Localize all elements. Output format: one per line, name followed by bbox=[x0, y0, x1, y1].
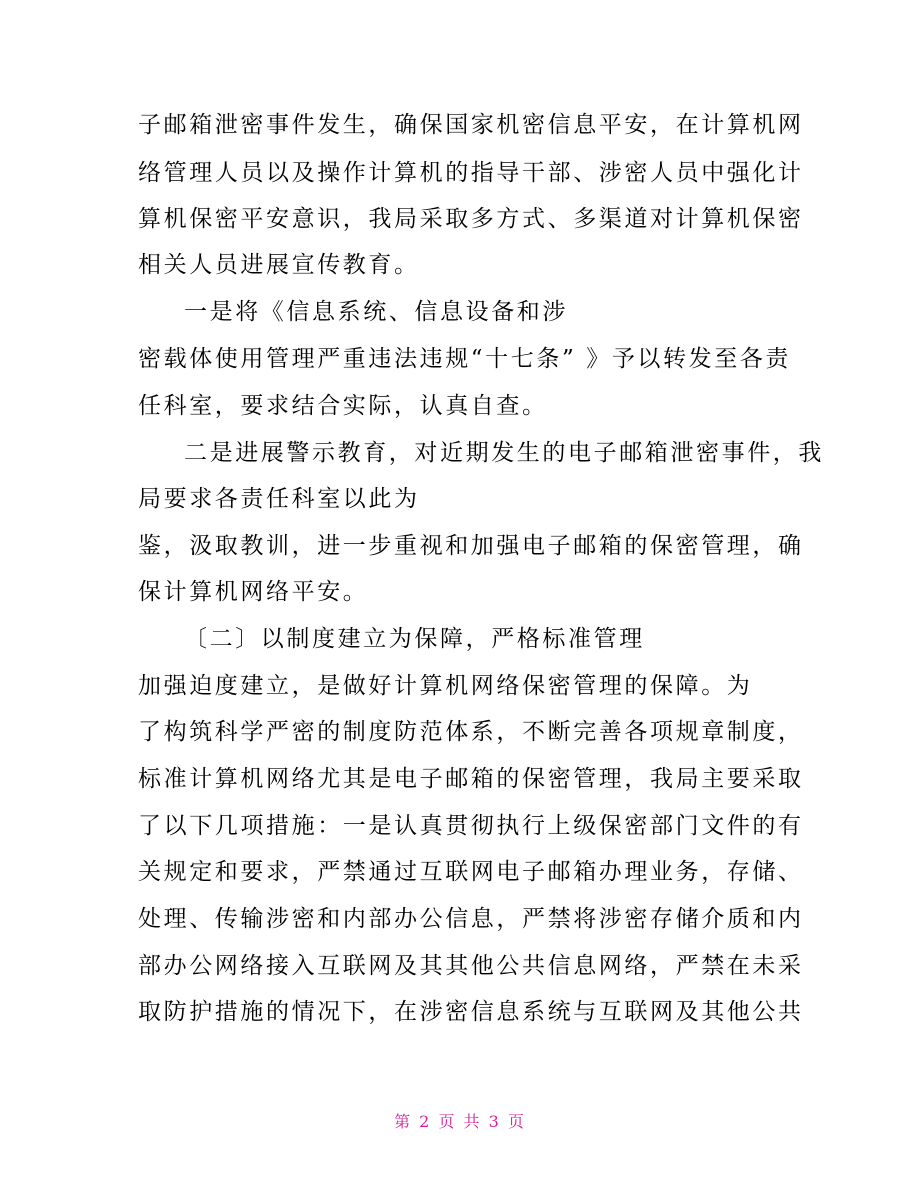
body-text-line: 鉴，汲取教训，进一步重视和加强电子邮箱的保密管理，确 bbox=[138, 533, 804, 559]
body-text-line: 部办公网络接入互联网及其其他公共信息网络，严禁在未采 bbox=[138, 953, 804, 979]
paragraph-start-line: 一是将《信息系统、信息设备和涉 bbox=[184, 299, 568, 325]
body-text-line: 处理、传输涉密和内部办公信息，严禁将涉密存储介质和内 bbox=[138, 906, 804, 932]
body-text-line: 络管理人员以及操作计算机的指导干部、涉密人员中强化计 bbox=[138, 160, 804, 186]
body-text-line: 密载体使用管理严重违法违规“十七条” 》予以转发至各责 bbox=[138, 346, 792, 372]
page-number-footer: 第 2 页 共 3 页 bbox=[394, 1112, 526, 1131]
body-text-line: 局要求各责任科室以此为 bbox=[138, 486, 420, 512]
body-text-line: 加强迫度建立，是做好计算机网络保密管理的保障。为 bbox=[138, 673, 753, 699]
body-text-line: 了构筑科学严密的制度防范体系，不断完善各项规章制度， bbox=[138, 719, 804, 745]
body-text-line: 取防护措施的情况下，在涉密信息系统与互联网及其他公共 bbox=[138, 999, 804, 1025]
body-text-line: 关规定和要求，严禁通过互联网电子邮箱办理业务，存储、 bbox=[138, 859, 804, 885]
body-text-line: 标准计算机网络尤其是电子邮箱的保密管理，我局主要采取 bbox=[138, 766, 804, 792]
section-heading: 〔二〕以制度建立为保障，严格标准管理 bbox=[184, 626, 645, 652]
body-text-line: 子邮箱泄密事件发生，确保国家机密信息平安，在计算机网 bbox=[138, 112, 804, 138]
body-text-line: 保计算机网络平安。 bbox=[138, 579, 369, 605]
body-text-line: 算机保密平安意识，我局采取多方式、多渠道对计算机保密 bbox=[138, 206, 804, 232]
body-text-line: 了以下几项措施：一是认真贯彻执行上级保密部门文件的有 bbox=[138, 813, 804, 839]
body-text-line: 相关人员进展宣传教育。 bbox=[138, 252, 420, 278]
paragraph-start-line: 二是进展警示教育，对近期发生的电子邮箱泄密事件，我 bbox=[184, 440, 824, 466]
body-text-line: 任科室，要求结合实际，认真自查。 bbox=[138, 393, 548, 419]
